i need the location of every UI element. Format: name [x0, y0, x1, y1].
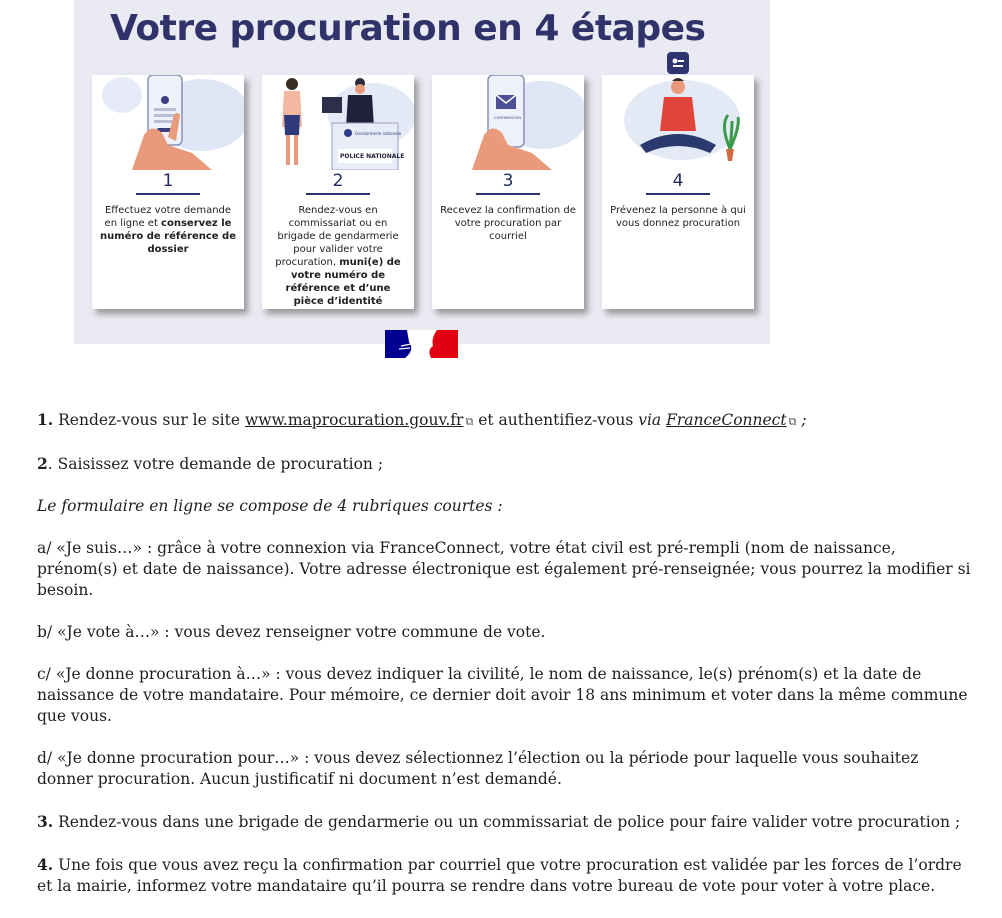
- email-confirmation-illustration: [432, 75, 584, 170]
- step-divider: [646, 193, 710, 195]
- step-card-2: [262, 75, 414, 309]
- external-link-icon: ⧉: [465, 415, 474, 428]
- gendarmerie-label: Gendarmerie nationale: [355, 131, 402, 136]
- step-divider: [306, 193, 370, 195]
- external-link-icon: ⧉: [788, 415, 797, 428]
- section-d: d/ «Je donne procuration pour…» : vous devez sélectionnez l’élection ou la période pour laquelle vous souhaitez donner procuration. Aucun justificatif ni document n’est demandé.: [37, 749, 919, 788]
- form-intro: Le formulaire en ligne se compose de 4 rubriques courtes :: [37, 497, 503, 515]
- police-label: POLICE NATIONALE: [340, 153, 405, 160]
- step-card-3: [432, 75, 584, 309]
- section-c: c/ «Je donne procuration à…» : vous devez indiquer la civilité, le nom de naissance, le(s) prénom(s) et la date de naissance de votre mandataire. Pour mémoire, ce dernier doit avoir 18 ans minimum et voter dans la même commune que vous.: [37, 665, 968, 725]
- step-number: 1: [162, 171, 174, 191]
- franceconnect-link[interactable]: FranceConnect: [666, 411, 787, 429]
- step-number: 4: [672, 171, 684, 191]
- chat-bubble-icon: [667, 52, 689, 74]
- infographic-title: Votre procuration en 4 étapes: [110, 8, 706, 49]
- step-1-paragraph: 1. Rendez-vous sur le site www.maprocuration.gouv.fr ⧉ et authentifiez-vous via FranceConnect ⧉ ;: [37, 409, 972, 432]
- republique-francaise-logo: [385, 330, 458, 358]
- step-description: Rendez-vous en commissariat ou en brigade de gendarmerie pour valider votre procuration, muni(e) de votre numéro de référence et d’une pièce d’identité: [275, 205, 401, 307]
- step-description: Prévenez la personne à qui vous donnez procuration: [610, 205, 746, 229]
- step-divider: [136, 193, 200, 195]
- procuration-infographic: [74, 0, 770, 344]
- step-divider: [476, 193, 540, 195]
- confirmation-label: CONFIRMATION: [494, 116, 521, 120]
- maprocuration-link[interactable]: www.maprocuration.gouv.fr: [244, 411, 464, 429]
- step-card-4: [602, 75, 754, 309]
- section-b: b/ «Je vote à…» : vous devez renseigner votre commune de vote.: [37, 623, 546, 641]
- step-card-1: [92, 75, 244, 309]
- step-2-paragraph: 2. Saisissez votre demande de procuration ;: [37, 454, 384, 473]
- phone-hand-illustration: [92, 75, 244, 170]
- section-a: a/ «Je suis…» : grâce à votre connexion via FranceConnect, votre état civil est pré-rempli (nom de naissance, prénom(s) et date de naissance). Votre adresse électronique est également pré-renseignée; vous pourrez la modifier si besoin.: [37, 539, 971, 599]
- police-desk-illustration: [262, 75, 414, 170]
- step-3-paragraph: 3. Rendez-vous dans une brigade de gendarmerie ou un commissariat de police pour faire valider votre procuration ;: [37, 812, 961, 831]
- step-description: Effectuez votre demande en ligne et conservez le numéro de référence de dossier: [100, 205, 236, 255]
- person-meditating-illustration: [602, 75, 754, 170]
- step-number: 3: [502, 171, 514, 191]
- step-4-paragraph: 4. Une fois que vous avez reçu la confirmation par courriel que votre procuration est validée par les forces de l’ordre et la mairie, informez votre mandataire qu’il pourra se rendre dans votre bureau de vote pour voter à votre place.: [37, 855, 962, 895]
- step-description: Recevez la confirmation de votre procuration par courriel: [440, 205, 576, 242]
- step-number: 2: [332, 171, 344, 191]
- procedure-content: [37, 409, 972, 918]
